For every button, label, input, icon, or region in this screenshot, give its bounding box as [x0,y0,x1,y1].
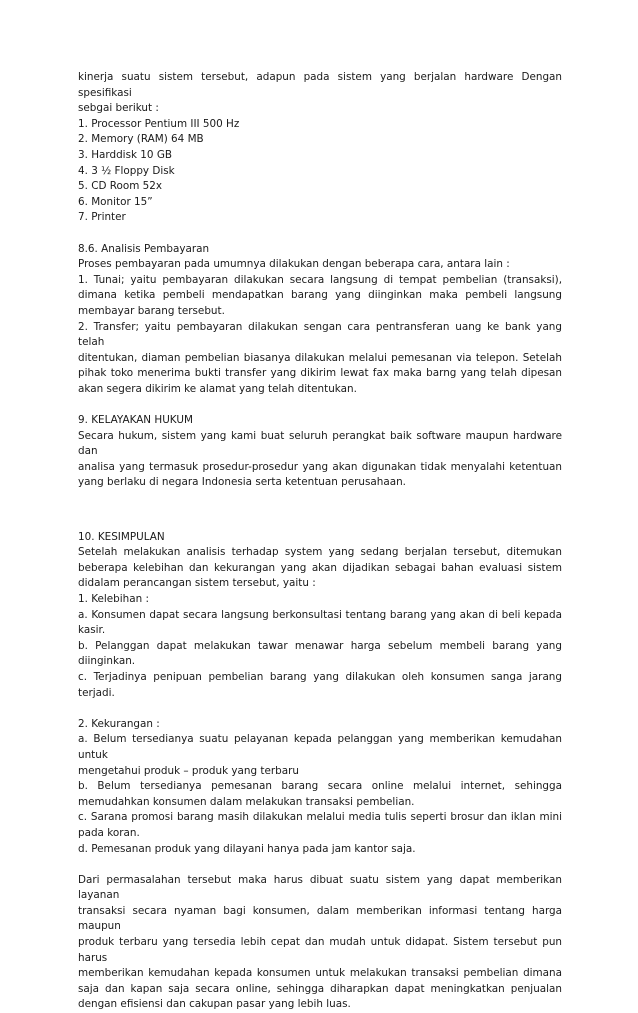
intro-line: sebgai berikut : [78,102,159,115]
spec-item: 1. Processor Pentium III 500 Hz [78,117,240,130]
list-item: c. Sarana promosi barang masih dilakukan melalui media tulis seperti brosur dan iklan mini [78,811,562,824]
paragraph-line: akan segera dikirim ke alamat yang telah ditentukan. [78,382,357,395]
list-item: b. Pelanggan dapat melakukan tawar menawar harga sebelum membeli barang yang [78,639,562,652]
paragraph-line: pihak toko menerima bukti transfer yang dikirim lewat fax maka barng yang telah dipesan [78,367,562,380]
paragraph-line: memberikan kemudahan kepada konsumen untuk melakukan transaksi pembelian dimana [78,967,562,980]
paragraph-gap [78,491,562,514]
paragraph-line: dimana ketika pembeli mendapatkan barang yang diinginkan maka pembeli langsung [78,289,562,302]
paragraph-line: Dari permasalahan tersebut maka harus dibuat suatu sistem yang dapat memberikan layanan [78,873,562,902]
spec-item: 6. Monitor 15” [78,195,153,208]
paragraph-line: didalam perancangan sistem tersebut, yaitu : [78,577,316,590]
spec-item: 3. Harddisk 10 GB [78,148,173,161]
document-page [78,70,562,1013]
spec-item: 7. Printer [78,211,126,224]
paragraph-line: 2. Transfer; yaitu pembayaran dilakukan sengan cara pentransferan uang ke bank yang telah [78,320,562,349]
spec-item: 2. Memory (RAM) 64 MB [78,133,204,146]
paragraph-gap [78,857,562,873]
paragraph-line: 1. Tunai; yaitu pembayaran dilakukan secara langsung di tempat pembelian (transaksi), [78,273,562,286]
list-item: diinginkan. [78,655,136,668]
list-item: memudahkan konsumen dalam melakukan transaksi pembelian. [78,795,415,808]
paragraph-line: saja dan kapan saja secara online, sehingga diharapkan dapat meningkatkan penjualan [78,982,562,995]
paragraph-line: yang berlaku di negara Indonesia serta ketentuan perusahaan. [78,476,406,489]
paragraph-line: dengan efisiensi dan cakupan pasar yang lebih luas. [78,998,351,1011]
spec-item: 4. 3 ½ Floppy Disk [78,164,175,177]
weaknesses-heading: 2. Kekurangan : [78,717,160,730]
paragraph-gap [78,701,562,717]
paragraph-gap [78,226,562,242]
intro-line: kinerja suatu sistem tersebut, adapun pada sistem yang berjalan hardware Dengan spesifikasi [78,71,562,99]
section-heading-conclusion: 10. KESIMPULAN [78,530,165,543]
paragraph-line: ditentukan, diaman pembelian biasanya dilakukan melalui pemesanan via telepon. Setelah [78,351,562,364]
paragraph-line: produk terbaru yang tersedia lebih cepat dan mudah untuk didapat. Sistem tersebut pun harus [78,936,562,964]
list-item: d. Pemesanan produk yang dilayani hanya pada jam kantor saja. [78,842,416,855]
list-item: a. Konsumen dapat secara langsung berkonsultasi tentang barang yang akan di beli kepada [78,608,562,621]
paragraph-gap [78,514,562,530]
paragraph-line: analisa yang termasuk prosedur-prosedur yang akan digunakan tidak menyalahi ketentuan [78,460,562,473]
list-item: mengetahui produk – produk yang terbaru [78,764,299,777]
list-item: b. Belum tersedianya pemesanan barang secara online melalui internet, sehingga [78,780,562,793]
paragraph-gap [78,397,562,413]
paragraph-line: Setelah melakukan analisis terhadap system yang sedang berjalan tersebut, ditemukan [78,546,562,559]
list-item: a. Belum tersedianya suatu pelayanan kepada pelanggan yang memberikan kemudahan untuk [78,733,562,761]
paragraph-line: transaksi secara nyaman bagi konsumen, dalam memberikan informasi tentang harga maupun [78,904,562,933]
section-heading-legal: 9. KELAYAKAN HUKUM [78,414,193,427]
paragraph-line: Proses pembayaran pada umumnya dilakukan dengan beberapa cara, antara lain : [78,258,510,271]
list-item: kasir. [78,624,106,637]
spec-item: 5. CD Room 52x [78,180,163,193]
section-heading-payment: 8.6. Analisis Pembayaran [78,242,210,255]
list-item: pada koran. [78,826,140,839]
paragraph-line: Secara hukum, sistem yang kami buat seluruh perangkat baik software maupun hardware dan [78,429,562,458]
list-item: c. Terjadinya penipuan pembelian barang yang dilakukan oleh konsumen sanga jarang terjadi. [78,670,562,699]
strengths-heading: 1. Kelebihan : [78,593,150,605]
paragraph-line: beberapa kelebihan dan kekurangan yang akan dijadikan sebagai bahan evaluasi sistem [78,561,562,574]
paragraph-line: membayar barang tersebut. [78,304,225,317]
